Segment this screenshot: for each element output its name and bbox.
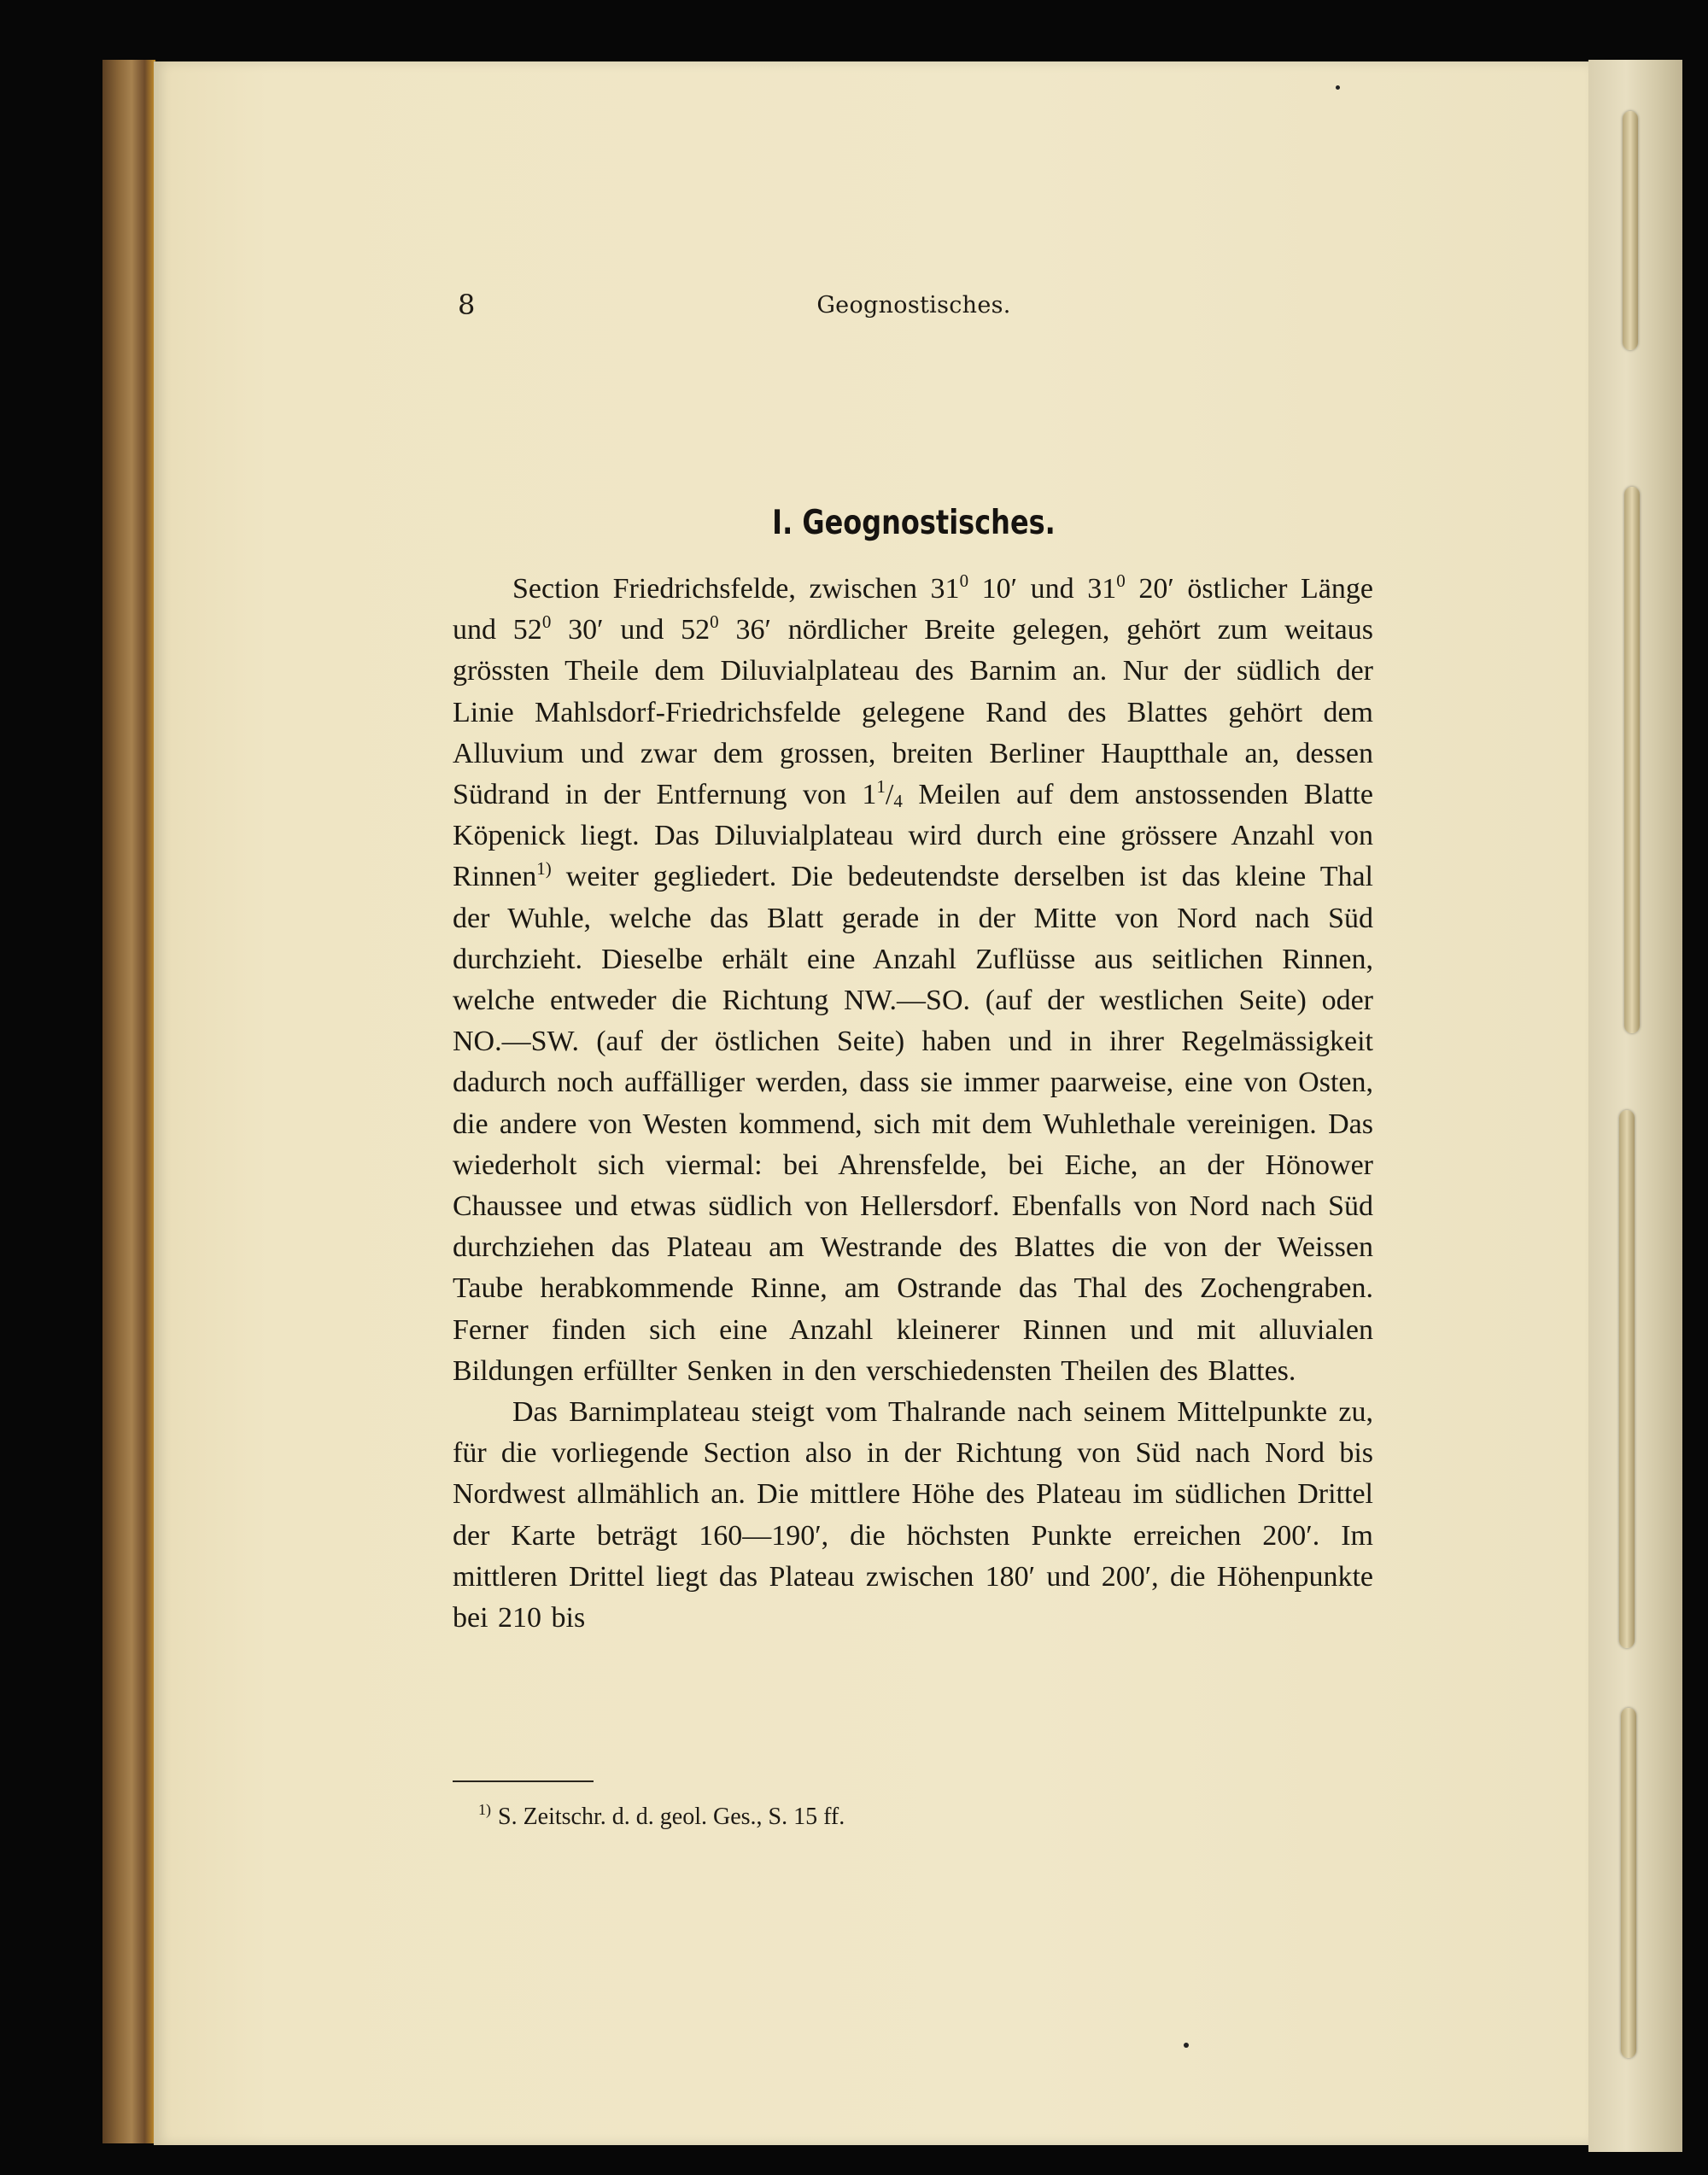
text-run: 30′ und 52 <box>551 614 711 646</box>
binding-strip <box>1624 487 1640 1033</box>
footnote-rule <box>453 1780 594 1782</box>
text-run: Section Friedrichsfelde, zwischen 31 <box>512 573 960 605</box>
book-spine <box>102 60 155 2143</box>
next-page-edge <box>1588 60 1682 2152</box>
footnote-text: S. Zeitschr. d. d. geol. Ges., S. 15 ff. <box>498 1804 845 1830</box>
running-head: Geognostisches. <box>816 292 1011 319</box>
paragraph <box>453 569 1373 1392</box>
fraction-denominator: 4 <box>893 791 903 812</box>
page-header <box>453 289 1375 331</box>
text-run: Meilen auf dem anstossenden Blatte Köpenick liegt. Das Diluvialplateau wird durch eine grössere Anzahl von Rinnen <box>453 779 1373 893</box>
text-run: 20′ östlicher Länge und 52 <box>453 573 1373 646</box>
degree-sign: 0 <box>1116 570 1126 591</box>
degree-sign: 0 <box>959 570 969 591</box>
page-number: 8 <box>458 289 476 321</box>
footnote <box>478 1801 845 1831</box>
fraction-slash: / <box>885 779 894 811</box>
paper-speck <box>1184 2043 1189 2048</box>
degree-sign: 0 <box>710 611 719 633</box>
footnote-reference[interactable]: 1) <box>536 858 552 880</box>
paragraph: Das Barnimplateau steigt vom Thalrande nach seinem Mittelpunkte zu, für die vorliegende Section also in der Richtung von Süd nach Nord bis Nordwest allmählich an. Die mittlere Höhe des Plateau im südlichen Drittel der Karte beträgt 160—190′, die höchsten Punkte erreichen 200′. Im mittleren Drittel liegt das Plateau zwischen 180′ und 200′, die Höhenpunkte bei 210 bis <box>453 1396 1373 1634</box>
binding-strip <box>1623 111 1638 350</box>
body-text <box>453 569 1373 1639</box>
fraction-numerator: 1 <box>876 776 886 798</box>
text-run: 10′ und 31 <box>968 573 1117 605</box>
text-run: weiter gegliedert. Die bedeutendste derselben ist das kleine Thal der Wuhle, welche das Blatt gerade in der Mitte von Nord nach Süd durchzieht. Dieselbe erhält eine Anzahl Zuflüsse aus seitlichen Rinnen, welche entweder die Richtung NW.—SO. (auf der westlichen Seite) oder NO.—SW. (auf der östlichen Seite) haben und in ihrer Regelmässigkeit dadurch noch auffälliger werden, dass sie immer paarweise, eine von Osten, die andere von Westen kommend, sich mit dem Wuhlethale vereinigen. Das wiederholt sich viermal: bei Ahrensfelde, bei Eiche, an der Hönower Chaussee und etwas südlich von Hellersdorf. Ebenfalls von Nord nach Süd durchziehen das Plateau am Westrande des Blattes die von der Weissen Taube herabkommende Rinne, am Ostrande das Thal des Zochengraben. Ferner finden sich eine Anzahl kleinerer Rinnen und mit alluvialen Bildungen erfüllter Senken in den verschiedensten Theilen des Blattes. <box>453 861 1373 1387</box>
footnote-mark: 1) <box>478 1801 491 1818</box>
degree-sign: 0 <box>541 611 552 633</box>
text-run: 36′ nördlicher Breite gelegen, gehört zum weitaus grössten Theile dem Diluvialplateau des Barnim an. Nur der südlich der Linie Mahlsdorf-Friedrichsfelde gelegene Rand des Blattes gehört dem Alluvium und zwar dem grossen, breiten Berliner Hauptthale an, dessen Südrand in der Entfernung von 1 <box>453 614 1374 811</box>
section-heading: I. Geognostisches. <box>772 504 1056 542</box>
binding-strip <box>1619 1110 1635 1648</box>
paper-speck <box>1336 85 1340 90</box>
binding-strip <box>1621 1708 1636 2058</box>
